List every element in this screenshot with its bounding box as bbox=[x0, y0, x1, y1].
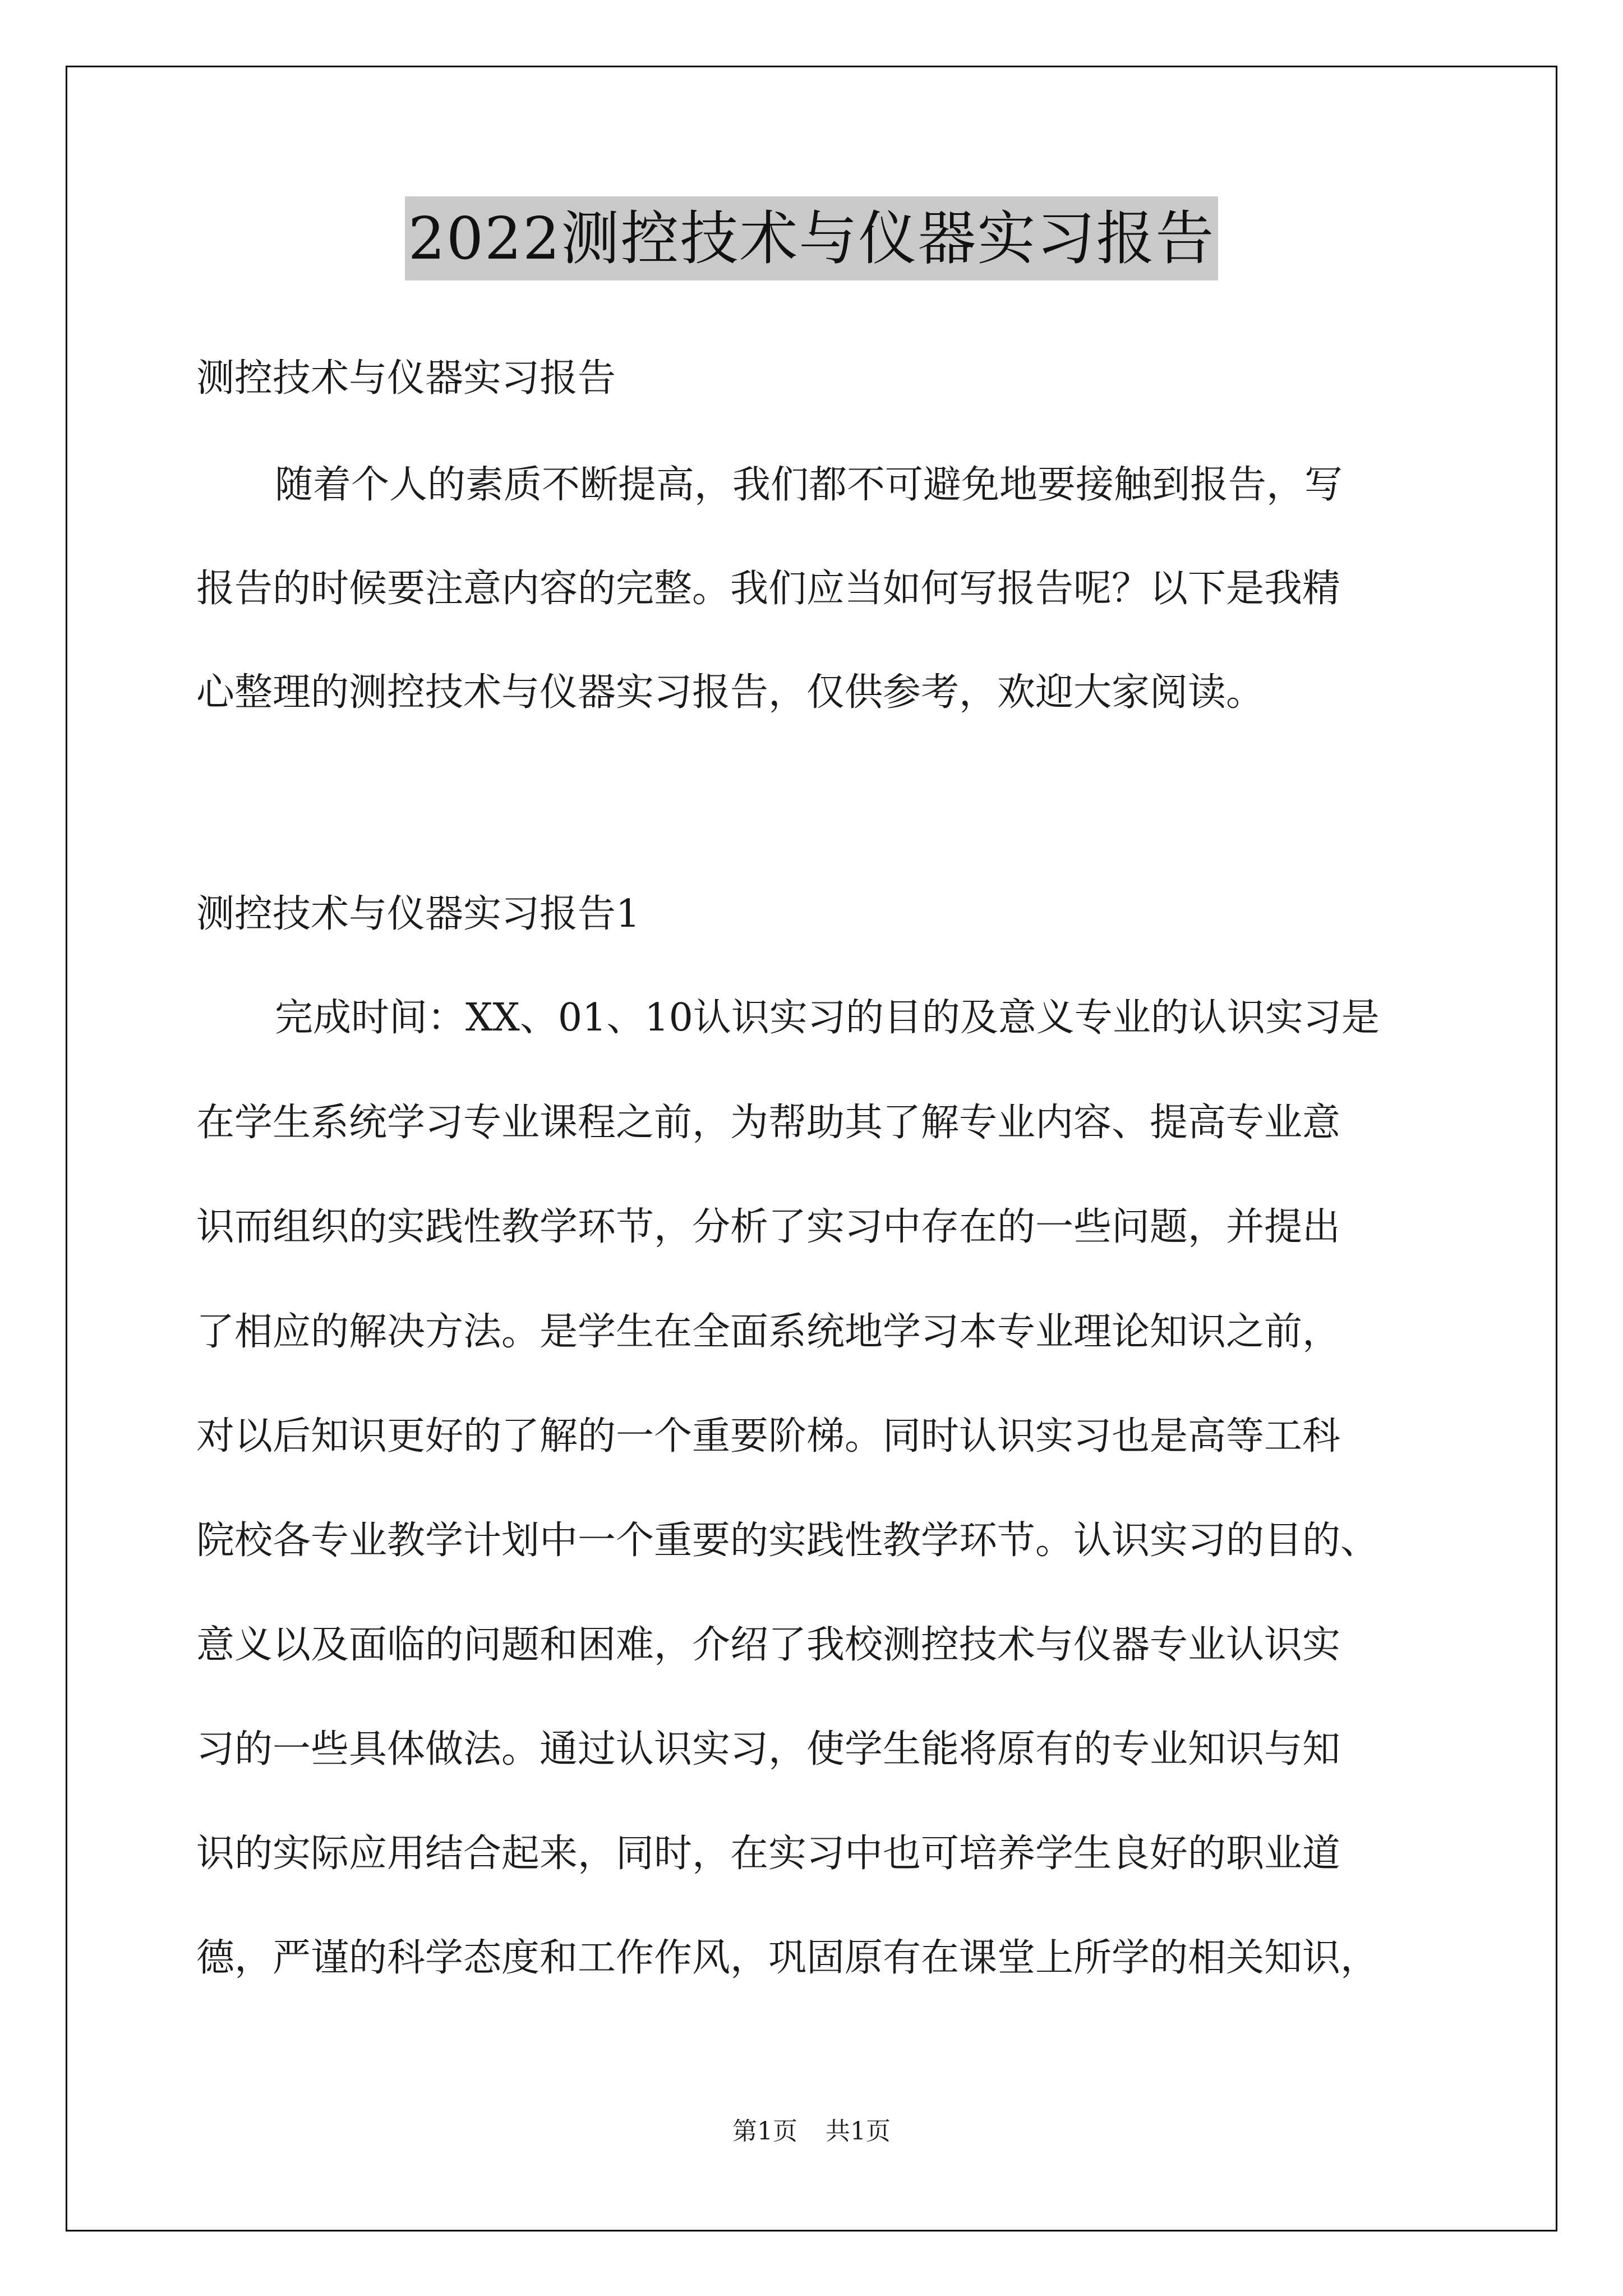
intro-line-1: 随着个人的素质不断提高，我们都不可避免地要接触到报告，写 bbox=[275, 463, 1343, 507]
body-line-5: 对以后知识更好的了解的一个重要阶梯。同时认识实习也是高等工科 bbox=[196, 1414, 1341, 1458]
page-total: 共1页 bbox=[826, 2117, 891, 2146]
subtitle-line: 测控技术与仪器实习报告 bbox=[196, 356, 616, 401]
title-container bbox=[0, 196, 1623, 280]
body-line-1: 完成时间：XX、01、10认识实习的目的及意义专业的认识实习是 bbox=[275, 996, 1380, 1040]
body-line-9: 识的实际应用结合起来，同时，在实习中也可培养学生良好的职业道 bbox=[196, 1832, 1341, 1876]
body-line-2: 在学生系统学习专业课程之前，为帮助其了解专业内容、提高专业意 bbox=[196, 1101, 1341, 1145]
body-line-6: 院校各专业教学计划中一个重要的实践性教学环节。认识实习的目的、 bbox=[196, 1519, 1379, 1563]
intro-line-2: 报告的时候要注意内容的完整。我们应当如何写报告呢？以下是我精 bbox=[196, 567, 1341, 611]
body-line-10: 德，严谨的科学态度和工作作风，巩固原有在课堂上所学的相关知识， bbox=[196, 1936, 1379, 1980]
page-number: 第1页 bbox=[732, 2117, 797, 2146]
section-heading: 测控技术与仪器实习报告1 bbox=[196, 892, 640, 936]
page-footer bbox=[0, 2115, 1623, 2148]
body-line-3: 识而组织的实践性教学环节，分析了实习中存在的一些问题，并提出 bbox=[196, 1205, 1341, 1249]
intro-line-3: 心整理的测控技术与仪器实习报告，仅供参考，欢迎大家阅读。 bbox=[196, 670, 1265, 715]
body-line-4: 了相应的解决方法。是学生在全面系统地学习本专业理论知识之前， bbox=[196, 1310, 1341, 1354]
document-title: 2022测控技术与仪器实习报告 bbox=[405, 196, 1219, 280]
body-line-8: 习的一些具体做法。通过认识实习，使学生能将原有的专业知识与知 bbox=[196, 1727, 1341, 1772]
body-line-7: 意义以及面临的问题和困难，介绍了我校测控技术与仪器专业认识实 bbox=[196, 1623, 1341, 1667]
